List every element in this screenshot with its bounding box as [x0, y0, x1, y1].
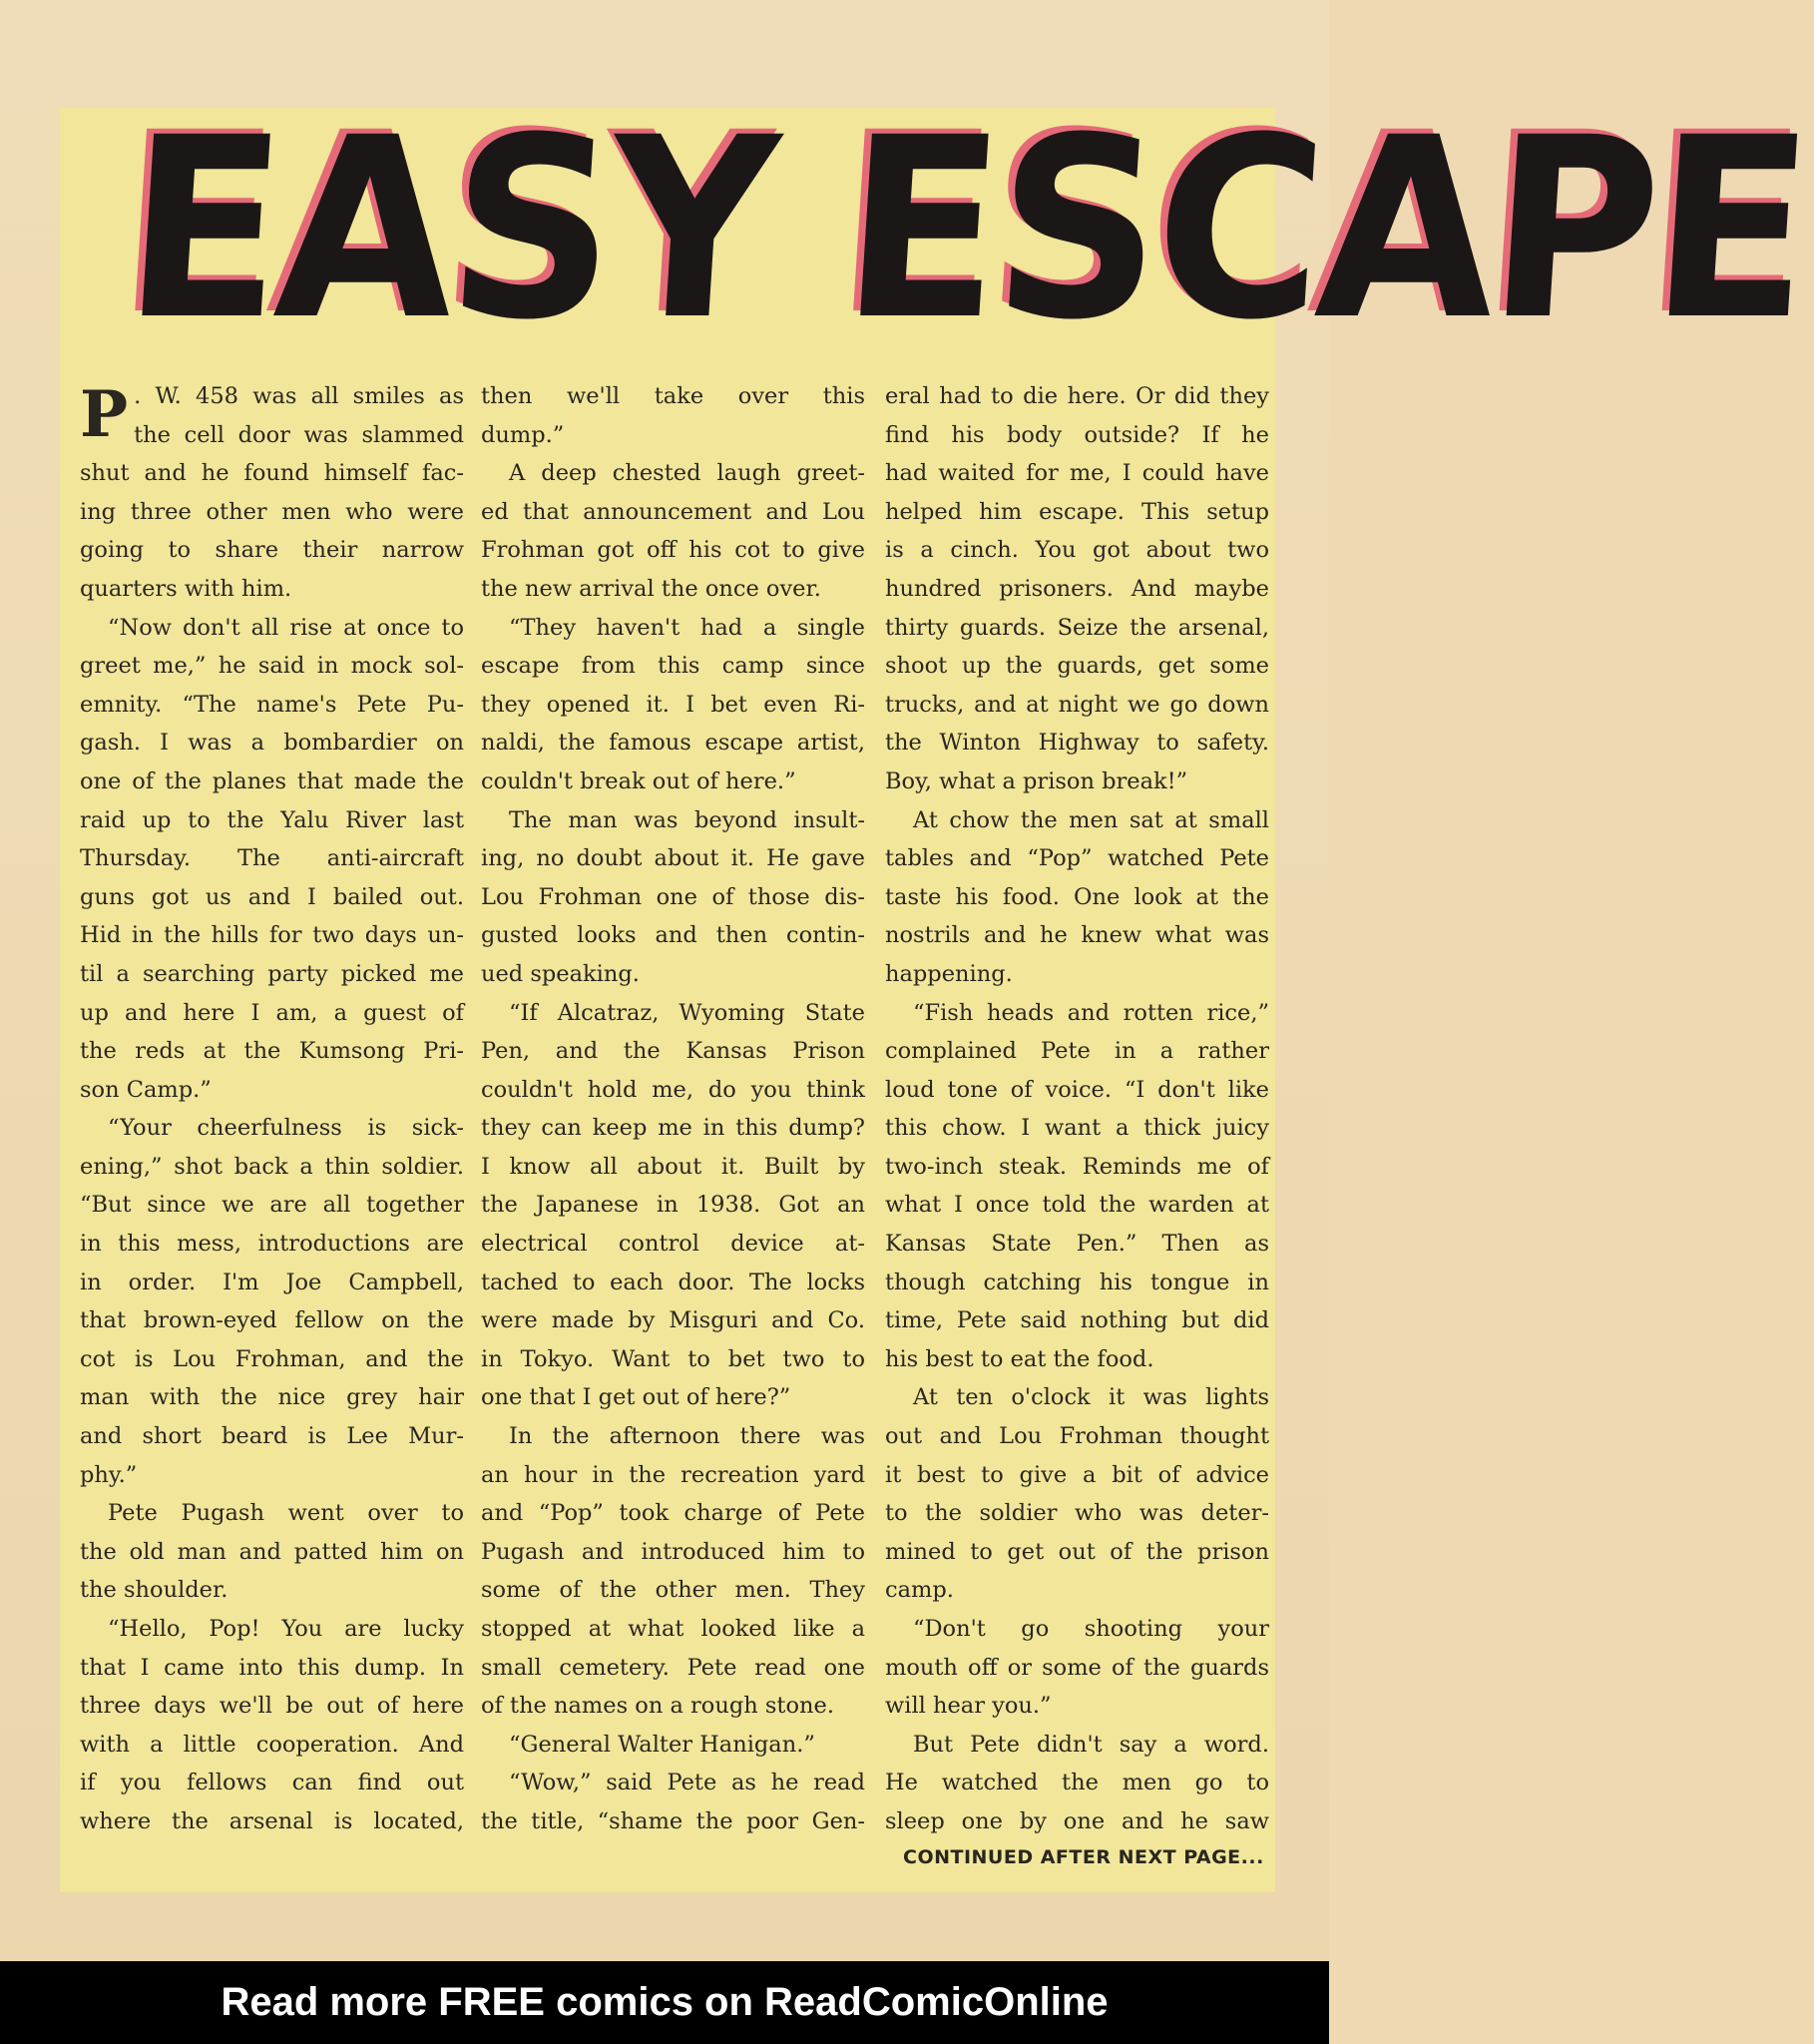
- text-line: He watched the men go to: [885, 1770, 1269, 1796]
- text-line: Kansas State Pen.” Then as: [885, 1231, 1269, 1258]
- text-line: “They haven't had a single: [509, 614, 865, 641]
- text-line: and short beard is Lee Mur-: [80, 1423, 464, 1450]
- text-line: guns got us and I bailed out.: [80, 883, 464, 910]
- text-column-2: [481, 377, 865, 1841]
- text-line: loud tone of voice. “I don't like: [885, 1076, 1269, 1103]
- text-line: “General Walter Hanigan.”: [509, 1731, 815, 1758]
- text-line: phy.”: [80, 1461, 138, 1488]
- paragraph: [481, 1417, 865, 1726]
- text-line: time, Pete said nothing but did: [885, 1307, 1269, 1334]
- text-line: small cemetery. Pete read one: [481, 1654, 865, 1681]
- text-line: At ten o'clock it was lights: [913, 1384, 1269, 1411]
- text-line: thirty guards. Seize the arsenal,: [885, 614, 1269, 641]
- text-line: three days we'll be out of here: [80, 1693, 464, 1720]
- text-line: one that I get out of here?”: [481, 1384, 791, 1411]
- text-line: tached to each door. The locks: [481, 1269, 865, 1295]
- paragraph: [481, 609, 865, 801]
- text-line: electrical control device at-: [481, 1231, 865, 1258]
- text-line: in this mess, introductions are: [80, 1231, 464, 1258]
- text-line: “If Alcatraz, Wyoming State: [509, 999, 865, 1026]
- paragraph: [885, 1610, 1269, 1726]
- paragraph: [481, 1764, 865, 1840]
- text-column-3: [885, 377, 1269, 1841]
- text-line: Boy, what a prison break!”: [885, 767, 1188, 794]
- text-line: nostrils and he knew what was: [885, 922, 1269, 949]
- text-line: mined to get out of the prison: [885, 1538, 1269, 1565]
- text-line: ening,” shot back a thin soldier.: [80, 1153, 464, 1180]
- text-line: the Winton Highway to safety.: [885, 730, 1269, 757]
- text-line: hundred prisoners. And maybe: [885, 575, 1269, 602]
- text-line: gusted looks and then contin-: [481, 922, 865, 949]
- text-line: Pen, and the Kansas Prison: [481, 1038, 865, 1065]
- text-line: A deep chested laugh greet-: [509, 460, 865, 487]
- drop-cap: P: [80, 377, 129, 452]
- text-line: the Japanese in 1938. Got an: [481, 1192, 865, 1219]
- text-line: the shoulder.: [80, 1577, 228, 1604]
- text-line: “Your cheerfulness is sick-: [108, 1115, 464, 1142]
- story-title: EASY ESCAPE: [117, 84, 1814, 374]
- paragraph: [481, 454, 865, 608]
- text-line: out and Lou Frohman thought: [885, 1423, 1269, 1450]
- text-line: “But since we are all together: [80, 1192, 464, 1219]
- text-line: “Fish heads and rotten rice,”: [913, 999, 1269, 1026]
- text-line: his best to eat the food.: [885, 1345, 1154, 1372]
- paragraph: [481, 994, 865, 1418]
- text-line: going to share their narrow: [80, 537, 464, 564]
- text-line: couldn't break out of here.”: [481, 767, 796, 794]
- text-line: to the soldier who was deter-: [885, 1500, 1269, 1527]
- text-line: greet me,” he said in mock sol-: [80, 653, 464, 680]
- text-line: But Pete didn't say a word.: [913, 1731, 1269, 1758]
- text-line: up and here I am, a guest of: [80, 999, 464, 1026]
- text-column-1: [80, 377, 464, 1841]
- text-line: happening.: [885, 960, 1013, 987]
- text-line: they can keep me in this dump?: [481, 1115, 865, 1142]
- text-line: though catching his tongue in: [885, 1269, 1269, 1295]
- text-line: of the names on a rough stone.: [481, 1693, 834, 1720]
- text-line: Thursday. The anti-aircraft: [80, 845, 464, 872]
- continued-note: CONTINUED AFTER NEXT PAGE...: [903, 1846, 1264, 1868]
- text-line: one of the planes that made the: [80, 767, 464, 794]
- text-line: tables and “Pop” watched Pete: [885, 845, 1269, 872]
- paragraph: [885, 801, 1269, 994]
- text-line: “Wow,” said Pete as he read: [509, 1770, 865, 1796]
- text-line: raid up to the Yalu River last: [80, 806, 464, 833]
- text-line: the title, “shame the poor Gen-: [481, 1807, 865, 1834]
- text-line: shoot up the guards, get some: [885, 653, 1269, 680]
- text-line: some of the other men. They: [481, 1577, 865, 1604]
- text-line: quarters with him.: [80, 575, 292, 602]
- text-line: the new arrival the once over.: [481, 575, 821, 602]
- text-line: . W. 458 was all smiles as: [134, 383, 464, 409]
- text-line: the cell door was slammed: [134, 421, 464, 448]
- text-line: man with the nice grey hair: [80, 1384, 464, 1411]
- text-line: helped him escape. This setup: [885, 498, 1269, 525]
- paragraph: [481, 1726, 865, 1765]
- text-line: ing three other men who were: [80, 498, 464, 525]
- text-line: mouth off or some of the guards: [885, 1654, 1269, 1681]
- text-line: ued speaking.: [481, 960, 640, 987]
- paragraph: [80, 1494, 464, 1610]
- text-line: it best to give a bit of advice: [885, 1461, 1269, 1488]
- text-line: son Camp.”: [80, 1076, 212, 1103]
- text-line: gash. I was a bombardier on: [80, 730, 464, 757]
- text-line: taste his food. One look at the: [885, 883, 1269, 910]
- text-line: the reds at the Kumsong Pri-: [80, 1038, 464, 1065]
- text-line: cot is Lou Frohman, and the: [80, 1345, 464, 1372]
- text-line: the old man and patted him on: [80, 1538, 464, 1565]
- paragraph: [80, 377, 464, 609]
- text-line: naldi, the famous escape artist,: [481, 730, 865, 757]
- text-line: then we'll take over this: [481, 383, 865, 409]
- text-line: camp.: [885, 1577, 954, 1604]
- text-line: In the afternoon there was: [509, 1423, 865, 1450]
- paragraph: [80, 1109, 464, 1494]
- paragraph: [885, 1378, 1269, 1610]
- text-line: will hear you.”: [885, 1693, 1052, 1720]
- paragraph: [885, 1726, 1269, 1841]
- text-line: shut and he found himself fac-: [80, 460, 464, 487]
- text-line: find his body outside? If he: [885, 421, 1269, 448]
- text-line: emnity. “The name's Pete Pu-: [80, 691, 464, 718]
- text-line: trucks, and at night we go down: [885, 691, 1269, 718]
- text-line: in order. I'm Joe Campbell,: [80, 1269, 464, 1295]
- text-line: couldn't hold me, do you think: [481, 1076, 865, 1103]
- text-line: Frohman got off his cot to give: [481, 537, 865, 564]
- text-line: what I once told the warden at: [885, 1192, 1269, 1219]
- text-line: til a searching party picked me: [80, 960, 464, 987]
- text-line: with a little cooperation. And: [80, 1731, 464, 1758]
- text-line: Pugash and introduced him to: [481, 1538, 865, 1565]
- promo-banner[interactable]: Read more FREE comics on ReadComicOnline: [0, 1961, 1329, 2044]
- text-line: ing, no doubt about it. He gave: [481, 845, 865, 872]
- text-line: they opened it. I bet even Ri-: [481, 691, 865, 718]
- paragraph: [481, 377, 865, 454]
- text-line: Hid in the hills for two days un-: [80, 922, 464, 949]
- text-line: ed that announcement and Lou: [481, 498, 865, 525]
- text-line: two-inch steak. Reminds me of: [885, 1153, 1269, 1180]
- text-line: Pete Pugash went over to: [108, 1500, 464, 1527]
- text-line: eral had to die here. Or did they: [885, 383, 1269, 409]
- text-line: if you fellows can find out: [80, 1770, 464, 1796]
- text-line: were made by Misguri and Co.: [481, 1307, 865, 1334]
- text-line: complained Pete in a rather: [885, 1038, 1269, 1065]
- paragraph: [80, 609, 464, 1110]
- paragraph: [481, 801, 865, 994]
- text-line: had waited for me, I could have: [885, 460, 1269, 487]
- paragraph: [80, 1610, 464, 1841]
- text-line: that brown-eyed fellow on the: [80, 1307, 464, 1334]
- text-line: “Hello, Pop! You are lucky: [108, 1616, 464, 1642]
- text-line: and “Pop” took charge of Pete: [481, 1500, 865, 1527]
- text-line: this chow. I want a thick juicy: [885, 1115, 1269, 1142]
- text-line: dump.”: [481, 421, 565, 448]
- text-line: in Tokyo. Want to bet two to: [481, 1345, 865, 1372]
- text-line: sleep one by one and he saw: [885, 1807, 1269, 1834]
- text-line: Lou Frohman one of those dis-: [481, 883, 865, 910]
- text-line: “Now don't all rise at once to: [108, 614, 464, 641]
- paragraph: [885, 994, 1269, 1379]
- text-line: The man was beyond insult-: [509, 806, 865, 833]
- text-line: escape from this camp since: [481, 653, 865, 680]
- text-line: I know all about it. Built by: [481, 1153, 865, 1180]
- text-line: stopped at what looked like a: [481, 1616, 865, 1642]
- text-line: is a cinch. You got about two: [885, 537, 1269, 564]
- text-line: “Don't go shooting your: [913, 1616, 1269, 1642]
- text-line: an hour in the recreation yard: [481, 1461, 865, 1488]
- text-line: that I came into this dump. In: [80, 1654, 464, 1681]
- text-line: At chow the men sat at small: [913, 806, 1269, 833]
- paragraph: [885, 377, 1269, 801]
- text-line: where the arsenal is located,: [80, 1807, 464, 1834]
